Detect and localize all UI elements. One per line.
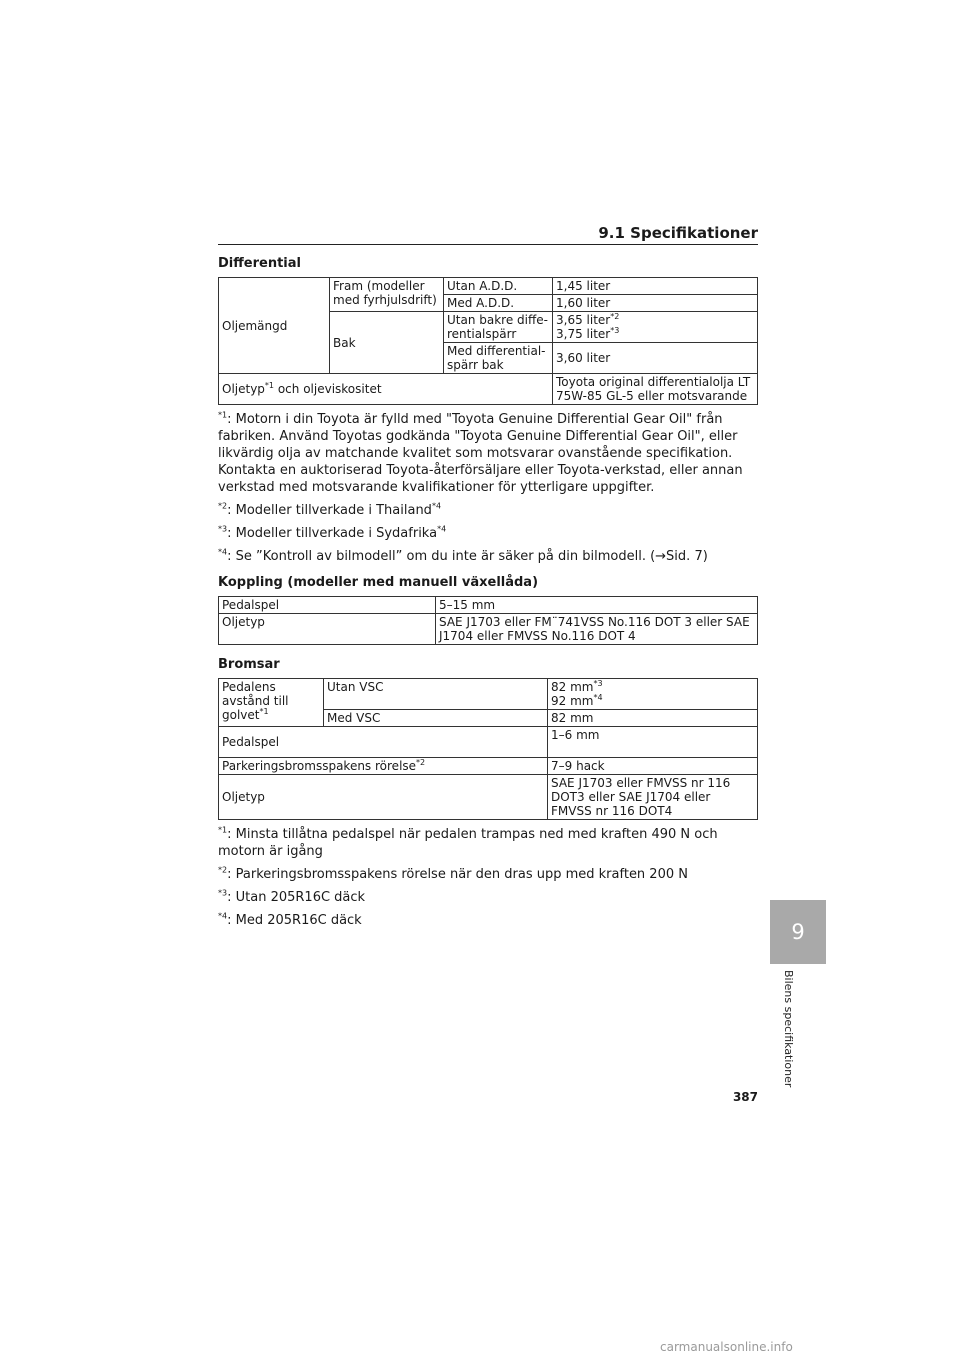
parking-value: 7–9 hack: [548, 758, 758, 775]
oil-type-value: SAE J1703 eller FMVSS nr 116 DOT3 eller SAE J1704 eller FMVSS nr 116 DOT4: [548, 775, 758, 820]
chapter-label: Bilens specifikationer: [782, 970, 795, 1088]
without-vsc-cell: Utan VSC: [324, 679, 548, 710]
differential-table: [218, 277, 758, 405]
with-vsc-value: 82 mm: [548, 710, 758, 727]
pedal-play-cell: Pedalspel: [219, 727, 548, 758]
without-vsc-values: 82 $mm^{*3}$ 92 $mm^{*4}$: [548, 679, 758, 710]
pedal-play-value: 1–6 mm: [548, 727, 758, 758]
without-rear-lock-cell: Utan bakre diffe- rentialspärr: [444, 312, 553, 343]
pedal-play-value: 5–15 mm: [436, 597, 758, 614]
footnote: $^{*3}$: Modeller tillverkade i Sydafrika$^{*4}$: [218, 524, 447, 541]
oil-type-cell: Oljetyp: [219, 775, 548, 820]
table-row: [219, 679, 758, 710]
section-title: 9.1 Specifikationer: [598, 224, 758, 242]
footnote-mark: *1: [259, 707, 269, 716]
table-row: [219, 727, 758, 758]
footnote: $^{*2}$: Parkeringsbromsspakens rörelse när den dras upp med kraften 200 N: [218, 865, 688, 882]
oil-type-value: SAE J1703 eller FM¨741VSS No.116 DOT 3 eller SAE J1704 eller FMVSS No.116 DOT 4: [436, 614, 758, 645]
pedal-play-cell: Pedalspel: [219, 597, 436, 614]
with-add-value: 1,60 liter: [553, 295, 758, 312]
footnote-mark: *4: [593, 693, 603, 702]
with-lock-value: 3,60 liter: [553, 343, 758, 374]
differential-heading: Differential: [218, 256, 301, 271]
front-cell: Fram (modeller med fyrhjulsdrift): [330, 278, 444, 312]
oil-type-cell: Oljetyp: [219, 614, 436, 645]
chapter-tab: [770, 900, 826, 964]
footnote-mark: *2: [610, 312, 620, 321]
footnote: $^{*1}$: Minsta tillåtna pedalspel när pedalen trampas ned med kraften 490 N och motorn är igång: [218, 825, 718, 859]
with-lock-cell: Med differential- spärr bak: [444, 343, 553, 374]
without-add-value: 1,45 liter: [553, 278, 758, 295]
footnote: $^{*2}$: Modeller tillverkade i Thailand$^{*4}$: [218, 501, 442, 518]
without-add-cell: Utan A.D.D.: [444, 278, 553, 295]
footnote: $^{*4}$: Med 205R16C däck: [218, 911, 362, 928]
table-row: [219, 758, 758, 775]
clutch-heading: Koppling (modeller med manuell växellåda): [218, 575, 539, 590]
table-row: [219, 374, 758, 405]
table-row: [219, 278, 758, 295]
rear-lock-values: 3,65 liter$^{*2}$ 3,75 liter$^{*3}$: [553, 312, 758, 343]
table-row: [219, 775, 758, 820]
main-content: [218, 256, 758, 929]
footnote-mark: *2: [416, 758, 426, 767]
table-row: [219, 614, 758, 645]
watermark: carmanualsonline.info: [660, 1340, 793, 1354]
rear-cell: Bak: [330, 312, 444, 374]
oil-type-cell: Oljetyp$^{*1}$ och oljeviskositet: [219, 374, 553, 405]
table-row: [219, 597, 758, 614]
brakes-heading: Bromsar: [218, 657, 280, 672]
chapter-number: 9: [791, 920, 805, 944]
footnote-mark: *3: [593, 679, 603, 688]
footnote: $^{*3}$: Utan 205R16C däck: [218, 888, 366, 905]
brakes-table: [218, 678, 758, 820]
footnote-mark: *1: [264, 381, 275, 390]
page-number: 387: [732, 1090, 758, 1104]
clutch-table: [218, 596, 758, 645]
oil-amount-cell: Oljemängd: [219, 278, 330, 374]
footnote: $^{*1}$: Motorn i din Toyota är fylld med "Toyota Genuine Differential Gear Oil" från fabriken. Använd Toyotas godkända "Toyota Genuine Differential Gear Oil", eller likvärdig olja av matchande kvalitet som motsvarar ovanstående specifikation. Kontakta en auktoriserad Toyota-återförsäljare eller Toyota-verkstad, eller annan verkstad med motsvarande kvalifikationer för ytterligare uppgifter.: [218, 410, 743, 495]
pedal-distance-cell: Pedalens avstånd till golvet$^{*1}$: [219, 679, 324, 727]
page-header: [218, 224, 758, 245]
with-vsc-cell: Med VSC: [324, 710, 548, 727]
parking-cell: Parkeringsbromsspakens rörelse$^{*2}$: [219, 758, 548, 775]
footnote: $^{*4}$: Se ”Kontroll av bilmodell” om du inte är säker på din bilmodell. (→Sid. 7): [218, 547, 708, 564]
oil-type-value: Toyota original differentialolja LT 75W-85 GL-5 eller motsvarande: [553, 374, 758, 405]
footnote-mark: *3: [610, 326, 620, 335]
with-add-cell: Med A.D.D.: [444, 295, 553, 312]
